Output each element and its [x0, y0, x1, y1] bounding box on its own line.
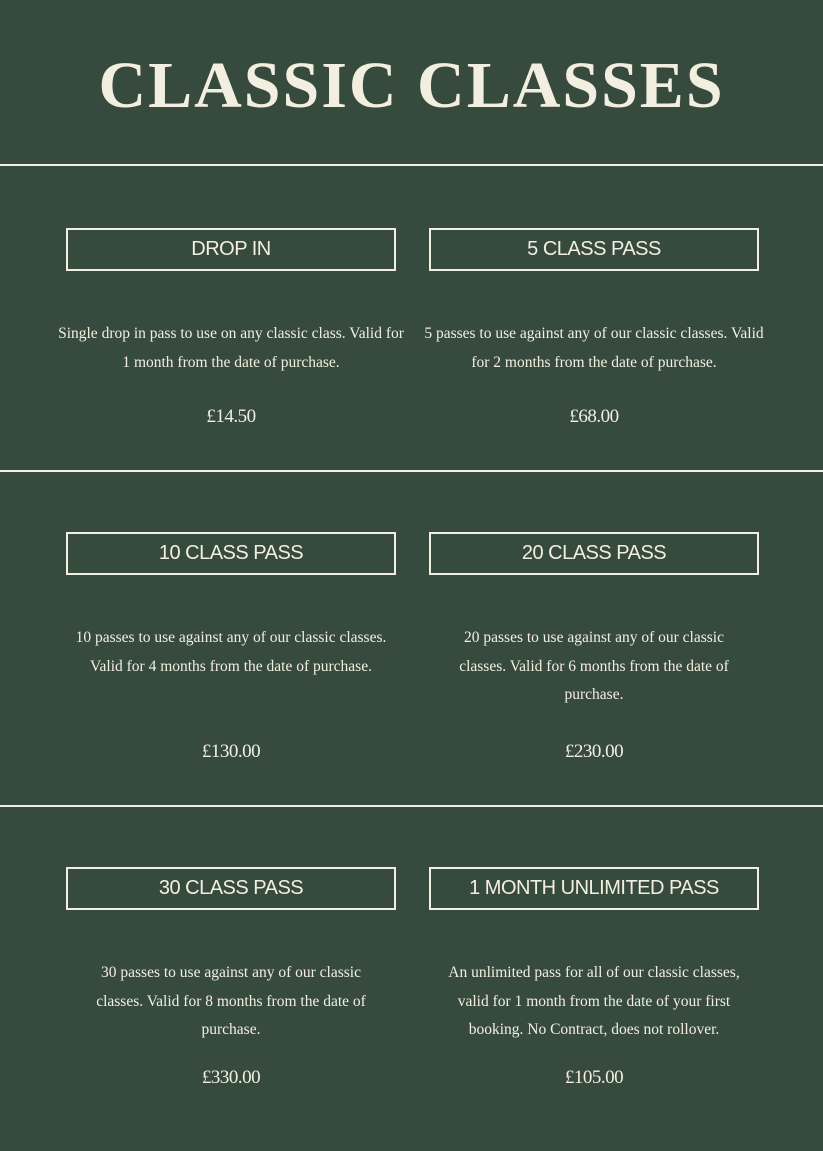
pass-name: 10 CLASS PASS — [66, 532, 396, 575]
divider-top — [0, 164, 823, 166]
pass-description: Single drop in pass to use on any classic class. Valid for 1 month from the date of purchase. — [58, 325, 404, 371]
pass-card-10-class — [66, 532, 396, 762]
pass-card-20-class — [429, 532, 759, 762]
pass-description: 10 passes to use against any of our classic classes. Valid for 4 months from the date of purchase. — [75, 629, 387, 675]
pass-description: 30 passes to use against any of our classic classes. Valid for 8 months from the date of purchase. — [96, 964, 366, 1038]
pass-price: £230.00 — [564, 741, 624, 762]
pass-description: 20 passes to use against any of our classic classes. Valid for 6 months from the date of purchase. — [459, 629, 729, 703]
divider-row-1 — [0, 470, 823, 472]
pass-name: DROP IN — [66, 228, 396, 271]
pass-card-1-month-unlimited — [429, 867, 759, 1088]
pass-name: 30 CLASS PASS — [66, 867, 396, 910]
pass-price: £68.00 — [569, 406, 619, 427]
pass-name: 5 CLASS PASS — [429, 228, 759, 271]
pass-price: £14.50 — [206, 406, 256, 427]
pass-description: An unlimited pass for all of our classic classes, valid for 1 month from the date of your first booking. No Contract, does not rollover. — [448, 964, 740, 1038]
pass-description: 5 passes to use against any of our classic classes. Valid for 2 months from the date of purchase. — [424, 325, 764, 371]
pass-price: £105.00 — [564, 1067, 624, 1088]
pass-name: 20 CLASS PASS — [429, 532, 759, 575]
divider-row-2 — [0, 805, 823, 807]
pass-card-30-class — [66, 867, 396, 1088]
pass-card-drop-in — [58, 228, 404, 427]
pass-card-5-class — [424, 228, 764, 427]
pass-price: £330.00 — [201, 1067, 261, 1088]
page-title: CLASSIC CLASSES — [98, 49, 725, 122]
pass-name: 1 MONTH UNLIMITED PASS — [429, 867, 759, 910]
pass-price: £130.00 — [201, 741, 261, 762]
